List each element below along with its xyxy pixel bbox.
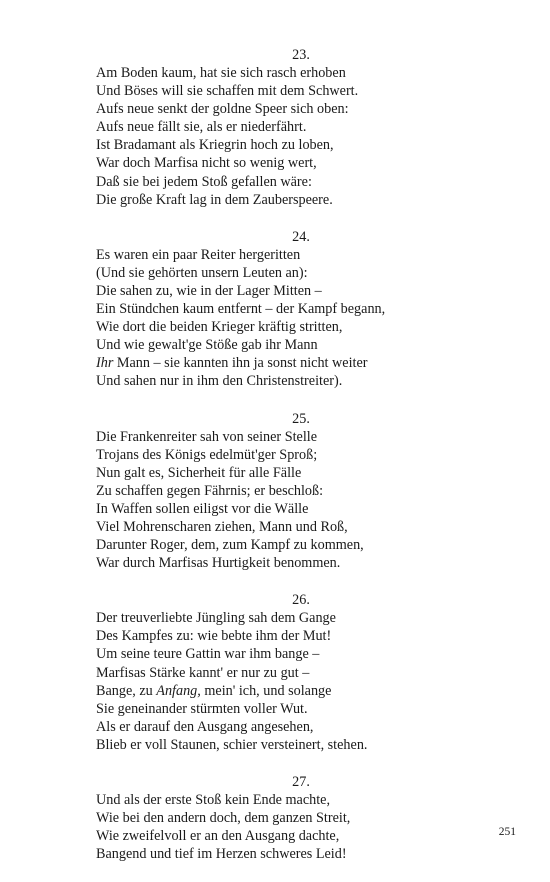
verse-line: Daß sie bei jedem Stoß gefallen wäre: <box>96 173 312 190</box>
page-number: 251 <box>498 826 516 838</box>
stanza-number: 26. <box>292 592 310 609</box>
stanza-24 <box>96 228 516 391</box>
verse-line: Sie geneinander stürmten voller Wut. <box>96 700 308 717</box>
verse-line: Und sahen nur in ihm den Christenstreiter). <box>96 373 343 390</box>
verse-line: Die sahen zu, wie in der Lager Mitten – <box>96 282 322 299</box>
italic-word: Ihr <box>96 355 114 372</box>
stanza-number: 23. <box>292 47 310 63</box>
stanza-23 <box>96 46 516 209</box>
verse-line <box>96 682 516 700</box>
verse-line: Nun galt es, Sicherheit für alle Fälle <box>96 464 302 481</box>
verse-line: Aufs neue senkt der goldne Speer sich oben: <box>96 101 349 118</box>
verse-line: Die Frankenreiter sah von seiner Stelle <box>96 428 318 445</box>
verse-line: Blieb er voll Staunen, schier versteinert, stehen. <box>96 736 368 753</box>
verse-line: Als er darauf den Ausgang angesehen, <box>96 718 314 735</box>
verse-line: Bangend und tief im Herzen schweres Leid! <box>96 846 347 863</box>
verse-line-rest: Mann – sie kannten ihn ja sonst nicht weiter <box>113 355 368 372</box>
verse-line: Des Kampfes zu: wie bebte ihm der Mut! <box>96 628 332 645</box>
verse-line: Aufs neue fällt sie, als er niederfährt. <box>96 119 307 136</box>
verse-line: Ist Bradamant als Kriegrin hoch zu loben, <box>96 137 334 154</box>
stanza-27 <box>96 773 516 863</box>
stanza-number: 27. <box>292 774 310 790</box>
verse-line: Darunter Roger, dem, zum Kampf zu kommen, <box>96 537 364 554</box>
verse-line: Viel Mohrenscharen ziehen, Mann und Roß, <box>96 518 348 535</box>
verse-line: In Waffen sollen eiligst vor die Wälle <box>96 500 309 517</box>
verse-line: Wie zweifelvoll er an den Ausgang dachte, <box>96 828 340 845</box>
verse-line: Und wie gewalt'ge Stöße gab ihr Mann <box>96 337 318 354</box>
verse-line-start: Bange, zu <box>96 682 157 699</box>
verse-line: Es waren ein paar Reiter hergeritten <box>96 246 301 263</box>
verse-line <box>96 354 516 372</box>
verse-line: Am Boden kaum, hat sie sich rasch erhoben <box>96 65 346 81</box>
page-body <box>96 46 516 882</box>
verse-line: Zu schaffen gegen Fährnis; er beschloß: <box>96 482 324 499</box>
verse-line: Um seine teure Gattin war ihm bange – <box>96 646 320 663</box>
verse-line: Marfisas Stärke kannt' er nur zu gut – <box>96 664 310 681</box>
stanza-number: 24. <box>292 228 310 245</box>
verse-line: Trojans des Königs edelmüt'ger Sproß; <box>96 446 318 463</box>
stanza-26 <box>96 591 516 754</box>
verse-line: Die große Kraft lag in dem Zauberspeere. <box>96 191 333 208</box>
verse-line: War doch Marfisa nicht so wenig wert, <box>96 155 317 172</box>
italic-word: Anfang, <box>156 682 201 699</box>
verse-line: Ein Stündchen kaum entfernt – der Kampf begann, <box>96 301 386 318</box>
verse-line: Wie dort die beiden Krieger kräftig stritten, <box>96 319 343 336</box>
verse-line: Und Böses will sie schaffen mit dem Schwert. <box>96 83 359 100</box>
verse-line: Der treuverliebte Jüngling sah dem Gange <box>96 610 336 627</box>
verse-line: (Und sie gehörten unsern Leuten an): <box>96 264 308 281</box>
verse-line: Wie bei den andern doch, dem ganzen Streit, <box>96 810 351 827</box>
verse-line: Und als der erste Stoß kein Ende machte, <box>96 792 331 808</box>
verse-line-end: mein' ich, und solange <box>200 682 332 699</box>
verse-line: War durch Marfisas Hurtigkeit benommen. <box>96 555 341 572</box>
stanza-25 <box>96 410 516 573</box>
stanza-number: 25. <box>292 410 310 427</box>
